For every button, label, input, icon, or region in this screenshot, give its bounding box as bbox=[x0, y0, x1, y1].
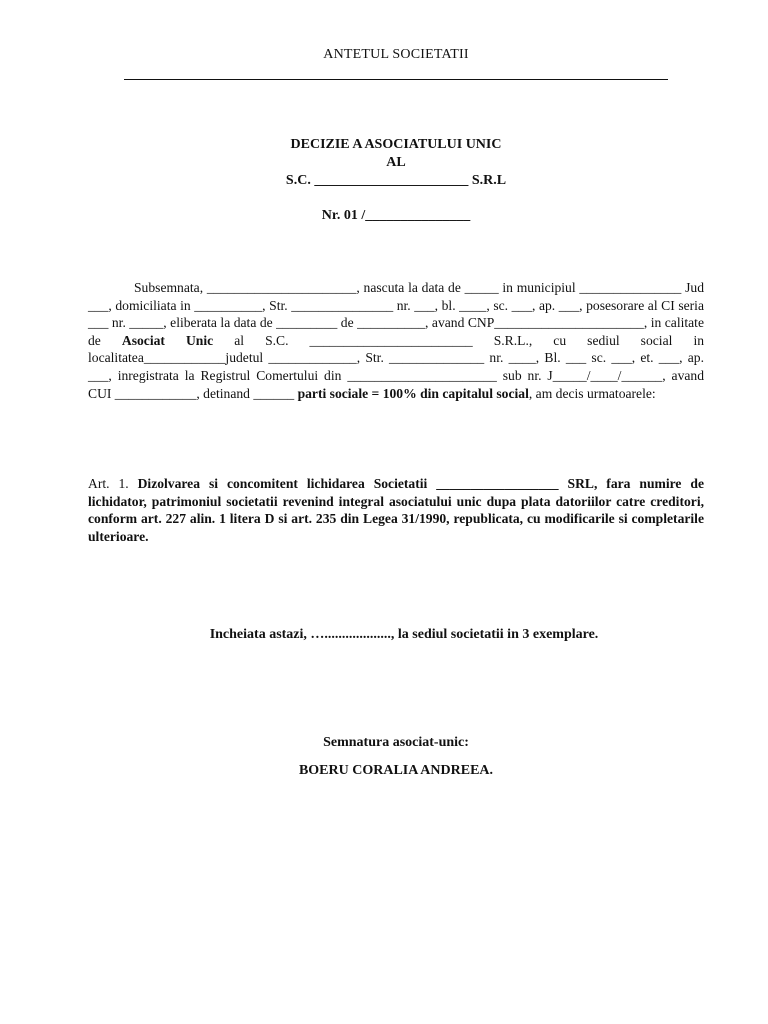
article-text: Dizolvarea si concomitent lichidarea Societatii __________________ SRL, fara numire de lichidator, patrimoniul societatii revenind integral asociatului unic dupa plata datoriilor catre creditori, conform art. 227 alin. 1 litera D si art. 235 din Legea 31/1990, republicata, cu modificarile si completarile ulterioare. bbox=[88, 476, 704, 544]
letterhead-title: ANTETUL SOCIETATII bbox=[323, 47, 469, 62]
intro-paragraph bbox=[88, 279, 704, 402]
letterhead-rule bbox=[124, 79, 668, 80]
intro-text: Subsemnata, ______________________, nascuta la data de _____ in municipiul _______________ Jud ___, domiciliata in __________, Str. _______________ nr. ___, bl. ____, sc. ___, ap. ___, posesorare al CI seria ___ nr. _____, eliberata la data de _________ de __________, avand CNP______________________, in calitate de bbox=[88, 280, 704, 348]
article-label: Art. 1. bbox=[88, 476, 138, 491]
decision-title-block bbox=[0, 136, 768, 190]
intro-end-text: , am decis urmatoarele: bbox=[528, 385, 656, 401]
company-line: S.C. ______________________ S.R.L bbox=[285, 173, 507, 188]
social-parts-text: parti sociale = 100% din capitalul social bbox=[297, 385, 529, 401]
closing-statement: Incheiata astazi, …..................., la sediul societatii in 3 exemplare. bbox=[209, 627, 599, 642]
company-details-text: al S.C. ________________________ S.R.L., cu sediul social in localitatea____________judetul _____________, Str. ______________ nr. ____, Bl. ___ sc. ___, et. ___, ap. ___, inregistrata la Registrul Comertului din ______________________ sub nr. J_____/____/______, avand CUI ____________, detinand ______ bbox=[88, 332, 705, 401]
decision-title: DECIZIE A ASOCIATULUI UNIC bbox=[290, 137, 502, 152]
decision-title-al: AL bbox=[386, 155, 406, 170]
asociat-unic-text: Asociat Unic bbox=[121, 332, 214, 348]
article-1 bbox=[88, 475, 704, 545]
signatory-name: BOERU CORALIA ANDREEA. bbox=[298, 763, 494, 778]
decision-number: Nr. 01 /_______________ bbox=[321, 208, 471, 223]
signature-label: Semnatura asociat-unic: bbox=[323, 735, 469, 750]
